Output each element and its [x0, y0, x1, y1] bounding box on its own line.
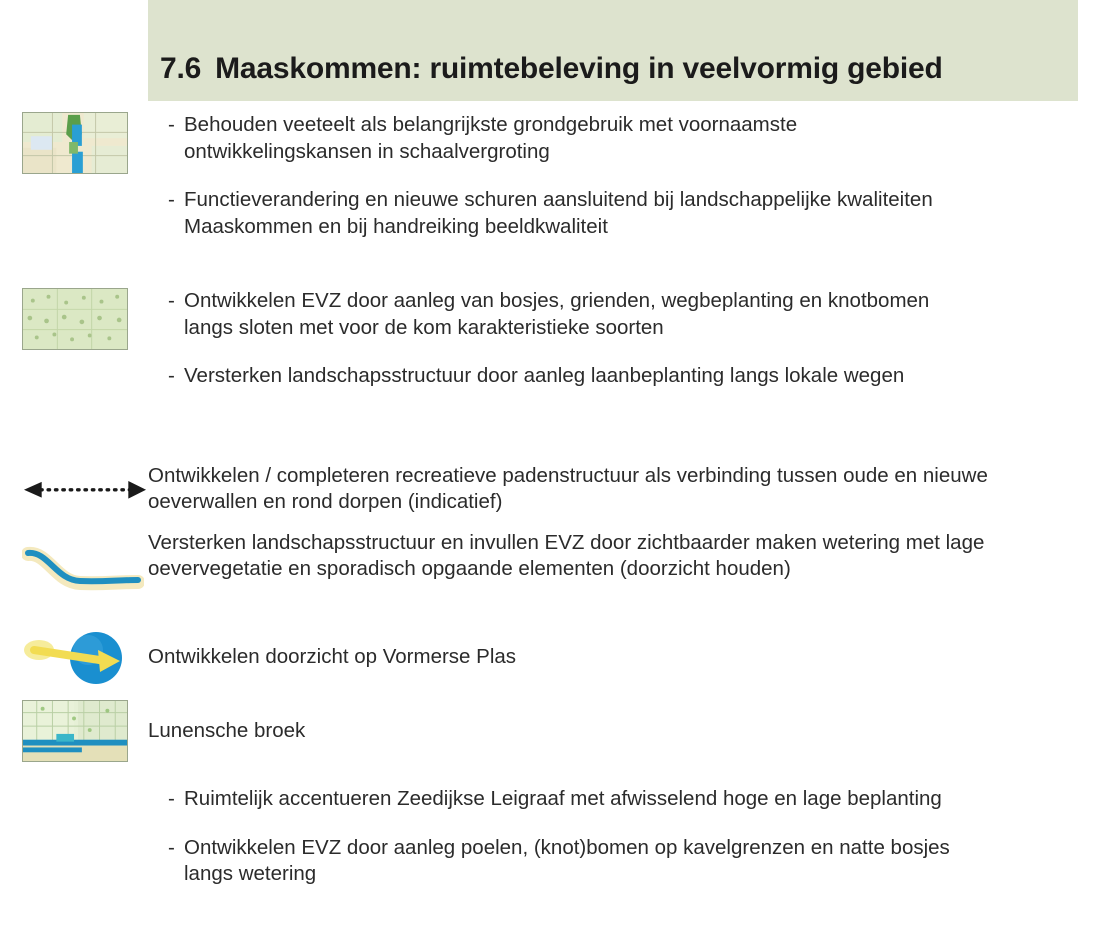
bullet-list-1 [168, 112, 958, 240]
icon-cell-2 [0, 288, 148, 350]
bullet-item [168, 363, 958, 390]
icon-cell-circle [0, 628, 148, 686]
bullet-text: Ontwikkelen EVZ door aanleg van bosjes, grienden, wegbeplanting en knotbomen langs sloten met voor de kom karakteristieke soorten [184, 289, 930, 339]
bullet-list-3 [168, 786, 958, 888]
map-thumbnail-green-field-icon [22, 288, 128, 350]
legend-row-paths [0, 463, 1103, 515]
map-thumbnail-village-icon [22, 112, 128, 174]
bullet-item [168, 112, 958, 165]
bullet-text: Behouden veeteelt als belangrijkste grondgebruik met voornaamste ontwikkelingskansen in schaalvergroting [184, 113, 798, 163]
page-title [160, 52, 943, 86]
bullet-text: Functieverandering en nieuwe schuren aansluitend bij landschappelijke kwaliteiten Maaskommen en bij handreiking beeldkwaliteit [184, 188, 933, 238]
section-number: 7.6 [160, 52, 202, 85]
legend-row-view [0, 628, 1103, 686]
bullet-dash: - [168, 188, 175, 211]
bullet-text: Ontwikkelen EVZ door aanleg poelen, (knot)bomen op kavelgrenzen en natte bosjes langs wetering [184, 835, 950, 885]
legend-text-lunensche-broek: Lunensche broek [148, 719, 306, 742]
double-headed-dotted-arrow-icon [22, 477, 148, 503]
bullet-dash: - [168, 787, 175, 810]
icon-cell-arrow [0, 463, 148, 503]
bullet-item [168, 786, 958, 813]
blue-circle-yellow-arrow-icon [22, 628, 146, 686]
legend-row-lunensche-broek [0, 700, 1103, 762]
legend-text-watercourse: Versterken landschapsstructuur en invullen EVZ door zichtbaarder maken wetering met lage oevervegetatie en sporadisch opgaande elementen (doorzicht houden) [148, 531, 985, 580]
blue-wavy-watercourse-icon [22, 534, 144, 596]
legend-text-paths: Ontwikkelen / completeren recreatieve padenstructuur als verbinding tussen oude en nieuwe oeverwallen en rond dorpen (indicatief) [148, 464, 988, 513]
icon-cell-1 [0, 112, 148, 174]
icon-cell-waterway [0, 700, 148, 762]
legend-row-watercourse [0, 530, 1103, 596]
bullet-dash: - [168, 113, 175, 136]
section-title-text: Maaskommen: ruimtebeleving in veelvormig gebied [215, 52, 943, 85]
bullet-text: Ruimtelijk accentueren Zeedijkse Leigraaf met afwisselend hoge en lage beplanting [184, 787, 942, 810]
bullet-item [168, 187, 958, 240]
section-header-banner [148, 0, 1078, 101]
bullet-list-2 [168, 288, 958, 390]
icon-cell-wave [0, 530, 148, 596]
bullet-text: Versterken landschapsstructuur door aanleg laanbeplanting langs lokale wegen [184, 364, 905, 387]
map-thumbnail-waterway-icon [22, 700, 128, 762]
legend-text-view: Ontwikkelen doorzicht op Vormerse Plas [148, 645, 517, 668]
bullet-item [168, 835, 958, 888]
bullet-dash: - [168, 364, 175, 387]
bullet-dash: - [168, 835, 175, 859]
bullet-dash: - [168, 289, 175, 312]
bullet-item [168, 288, 958, 341]
